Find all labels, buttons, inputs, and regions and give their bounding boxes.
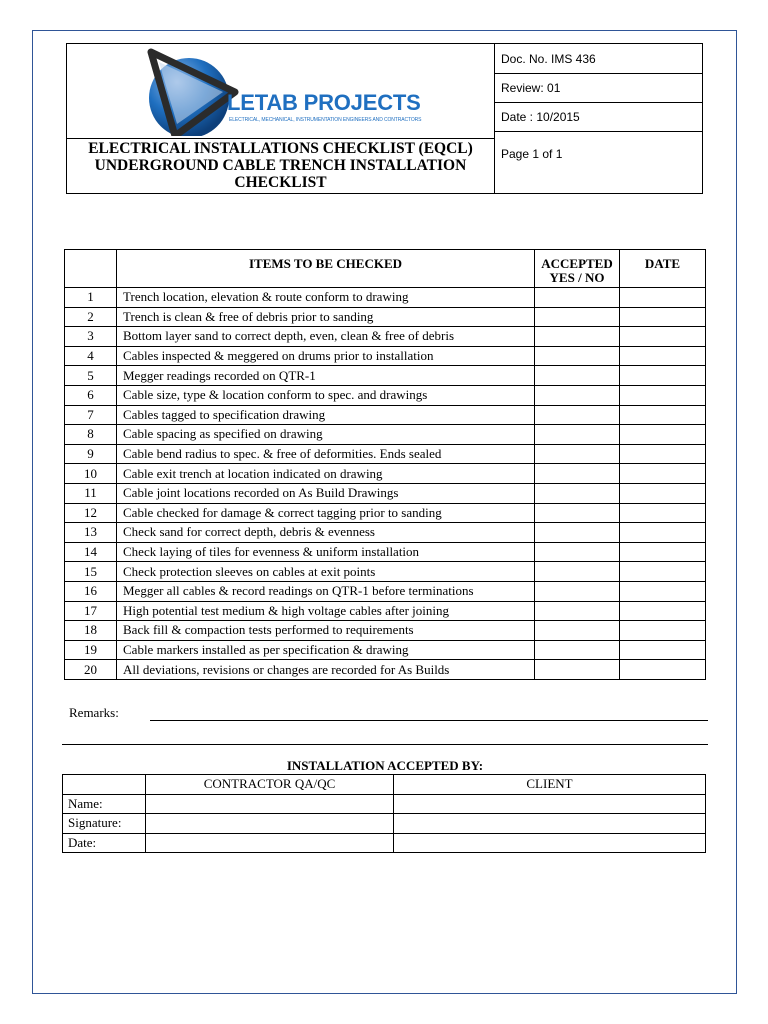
date-cell[interactable] (620, 327, 706, 347)
contractor-cell[interactable] (146, 794, 394, 814)
date-cell[interactable] (620, 483, 706, 503)
date-cell[interactable] (620, 660, 706, 680)
table-row (65, 307, 706, 327)
accepted-cell[interactable] (535, 464, 620, 484)
item-number: 4 (65, 346, 117, 366)
accepted-cell[interactable] (535, 385, 620, 405)
title-line: UNDERGROUND CABLE TRENCH INSTALLATION (94, 157, 467, 174)
date-column-header: DATE (620, 250, 706, 288)
document-title (67, 140, 494, 191)
accepted-cell[interactable] (535, 307, 620, 327)
item-description: Cable checked for damage & correct tagging prior to sanding (117, 503, 535, 523)
accepted-cell[interactable] (535, 346, 620, 366)
item-number: 16 (65, 581, 117, 601)
item-number: 18 (65, 621, 117, 641)
date-cell[interactable] (620, 621, 706, 641)
signoff-corner-cell (63, 775, 146, 795)
signoff-table (62, 774, 706, 853)
signoff-label: Signature: (63, 814, 146, 834)
table-row (65, 405, 706, 425)
doc-number: Doc. No. IMS 436 (501, 52, 596, 66)
date-cell[interactable] (620, 405, 706, 425)
item-description: Cable exit trench at location indicated on drawing (117, 464, 535, 484)
accepted-label: ACCEPTED (541, 256, 613, 271)
signoff-header-row (63, 775, 706, 795)
remarks-label: Remarks: (69, 705, 119, 720)
table-row (65, 621, 706, 641)
table-header-row (65, 250, 706, 288)
remarks-input-line[interactable] (62, 744, 708, 745)
number-column-header (65, 250, 117, 288)
contractor-column-header: CONTRACTOR QA/QC (146, 775, 394, 795)
table-row (65, 601, 706, 621)
items-column-header: ITEMS TO BE CHECKED (117, 250, 535, 288)
signoff-row (63, 794, 706, 814)
accepted-cell[interactable] (535, 660, 620, 680)
item-number: 11 (65, 483, 117, 503)
item-number: 13 (65, 523, 117, 543)
item-description: Cable bend radius to spec. & free of deformities. Ends sealed (117, 444, 535, 464)
accepted-cell[interactable] (535, 581, 620, 601)
item-number: 9 (65, 444, 117, 464)
table-row (65, 483, 706, 503)
accepted-cell[interactable] (535, 327, 620, 347)
table-row (65, 444, 706, 464)
accepted-cell[interactable] (535, 640, 620, 660)
item-number: 3 (65, 327, 117, 347)
title-line: ELECTRICAL INSTALLATIONS CHECKLIST (EQCL) (88, 140, 473, 157)
item-number: 7 (65, 405, 117, 425)
table-row (65, 366, 706, 386)
table-row (65, 640, 706, 660)
document-header (66, 43, 703, 194)
item-number: 17 (65, 601, 117, 621)
header-divider (494, 131, 703, 132)
table-row (65, 503, 706, 523)
item-description: Back fill & compaction tests performed to requirements (117, 621, 535, 641)
date-cell[interactable] (620, 366, 706, 386)
item-description: Megger all cables & record readings on QTR-1 before terminations (117, 581, 535, 601)
accepted-cell[interactable] (535, 366, 620, 386)
table-row (65, 542, 706, 562)
date-cell[interactable] (620, 640, 706, 660)
remarks-input-line[interactable] (150, 720, 708, 721)
item-number: 15 (65, 562, 117, 582)
item-description: Cable size, type & location conform to spec. and drawings (117, 385, 535, 405)
item-description: Cable spacing as specified on drawing (117, 425, 535, 445)
item-description: Bottom layer sand to correct depth, even, clean & free of debris (117, 327, 535, 347)
item-description: All deviations, revisions or changes are recorded for As Builds (117, 660, 535, 680)
accepted-cell[interactable] (535, 601, 620, 621)
item-number: 5 (65, 366, 117, 386)
installation-accepted-title: INSTALLATION ACCEPTED BY: (286, 758, 484, 773)
table-row (65, 288, 706, 308)
date-cell[interactable] (620, 307, 706, 327)
contractor-cell[interactable] (146, 814, 394, 834)
date-cell[interactable] (620, 523, 706, 543)
accepted-cell[interactable] (535, 425, 620, 445)
accepted-column-header (535, 250, 620, 288)
client-column-header: CLIENT (394, 775, 706, 795)
item-description: Cable joint locations recorded on As Build Drawings (117, 483, 535, 503)
item-number: 12 (65, 503, 117, 523)
client-cell[interactable] (394, 814, 706, 834)
item-number: 6 (65, 385, 117, 405)
accepted-cell[interactable] (535, 523, 620, 543)
checklist-table (64, 249, 706, 680)
header-divider (494, 44, 495, 193)
accepted-cell[interactable] (535, 503, 620, 523)
item-description: Trench is clean & free of debris prior to sanding (117, 307, 535, 327)
table-row (65, 425, 706, 445)
signoff-label: Name: (63, 794, 146, 814)
header-divider (494, 102, 703, 103)
item-description: Check sand for correct depth, debris & evenness (117, 523, 535, 543)
table-row (65, 327, 706, 347)
review-number: Review: 01 (501, 81, 561, 95)
accepted-cell[interactable] (535, 542, 620, 562)
date-cell[interactable] (620, 385, 706, 405)
table-row (65, 660, 706, 680)
date-cell[interactable] (620, 346, 706, 366)
client-cell[interactable] (394, 794, 706, 814)
accepted-cell[interactable] (535, 562, 620, 582)
item-description: Check laying of tiles for evenness & uniform installation (117, 542, 535, 562)
date-cell[interactable] (620, 562, 706, 582)
table-row (65, 346, 706, 366)
item-description: Check protection sleeves on cables at exit points (117, 562, 535, 582)
accepted-cell[interactable] (535, 483, 620, 503)
header-divider (494, 73, 703, 74)
date-cell[interactable] (620, 464, 706, 484)
yes-no-label: YES / NO (549, 270, 605, 285)
table-row (65, 562, 706, 582)
signoff-row (63, 814, 706, 834)
page-number: Page 1 of 1 (501, 147, 563, 161)
logo-name: LETAB PROJECTS (227, 90, 421, 115)
date-cell[interactable] (620, 542, 706, 562)
contractor-cell[interactable] (146, 833, 394, 853)
item-description: Cables inspected & meggered on drums prior to installation (117, 346, 535, 366)
date-cell[interactable] (620, 581, 706, 601)
item-description: Megger readings recorded on QTR-1 (117, 366, 535, 386)
table-row (65, 581, 706, 601)
doc-date: Date : 10/2015 (501, 110, 580, 124)
date-cell[interactable] (620, 288, 706, 308)
date-cell[interactable] (620, 601, 706, 621)
date-cell[interactable] (620, 444, 706, 464)
title-line: CHECKLIST (234, 174, 327, 191)
item-number: 19 (65, 640, 117, 660)
item-description: Cables tagged to specification drawing (117, 405, 535, 425)
accepted-cell[interactable] (535, 288, 620, 308)
item-number: 14 (65, 542, 117, 562)
item-description: Trench location, elevation & route conform to drawing (117, 288, 535, 308)
date-cell[interactable] (620, 503, 706, 523)
item-number: 8 (65, 425, 117, 445)
signoff-row (63, 833, 706, 853)
table-row (65, 464, 706, 484)
item-description: High potential test medium & high voltage cables after joining (117, 601, 535, 621)
item-number: 20 (65, 660, 117, 680)
signoff-label: Date: (63, 833, 146, 853)
date-cell[interactable] (620, 425, 706, 445)
table-row (65, 523, 706, 543)
accepted-cell[interactable] (535, 444, 620, 464)
item-description: Cable markers installed as per specification & drawing (117, 640, 535, 660)
item-number: 10 (65, 464, 117, 484)
accepted-cell[interactable] (535, 405, 620, 425)
item-number: 2 (65, 307, 117, 327)
item-number: 1 (65, 288, 117, 308)
table-row (65, 385, 706, 405)
logo-tagline: ELECTRICAL, MECHANICAL, INSTRUMENTATION ENGINEERS AND CONTRACTORS (229, 117, 422, 123)
accepted-cell[interactable] (535, 621, 620, 641)
client-cell[interactable] (394, 833, 706, 853)
